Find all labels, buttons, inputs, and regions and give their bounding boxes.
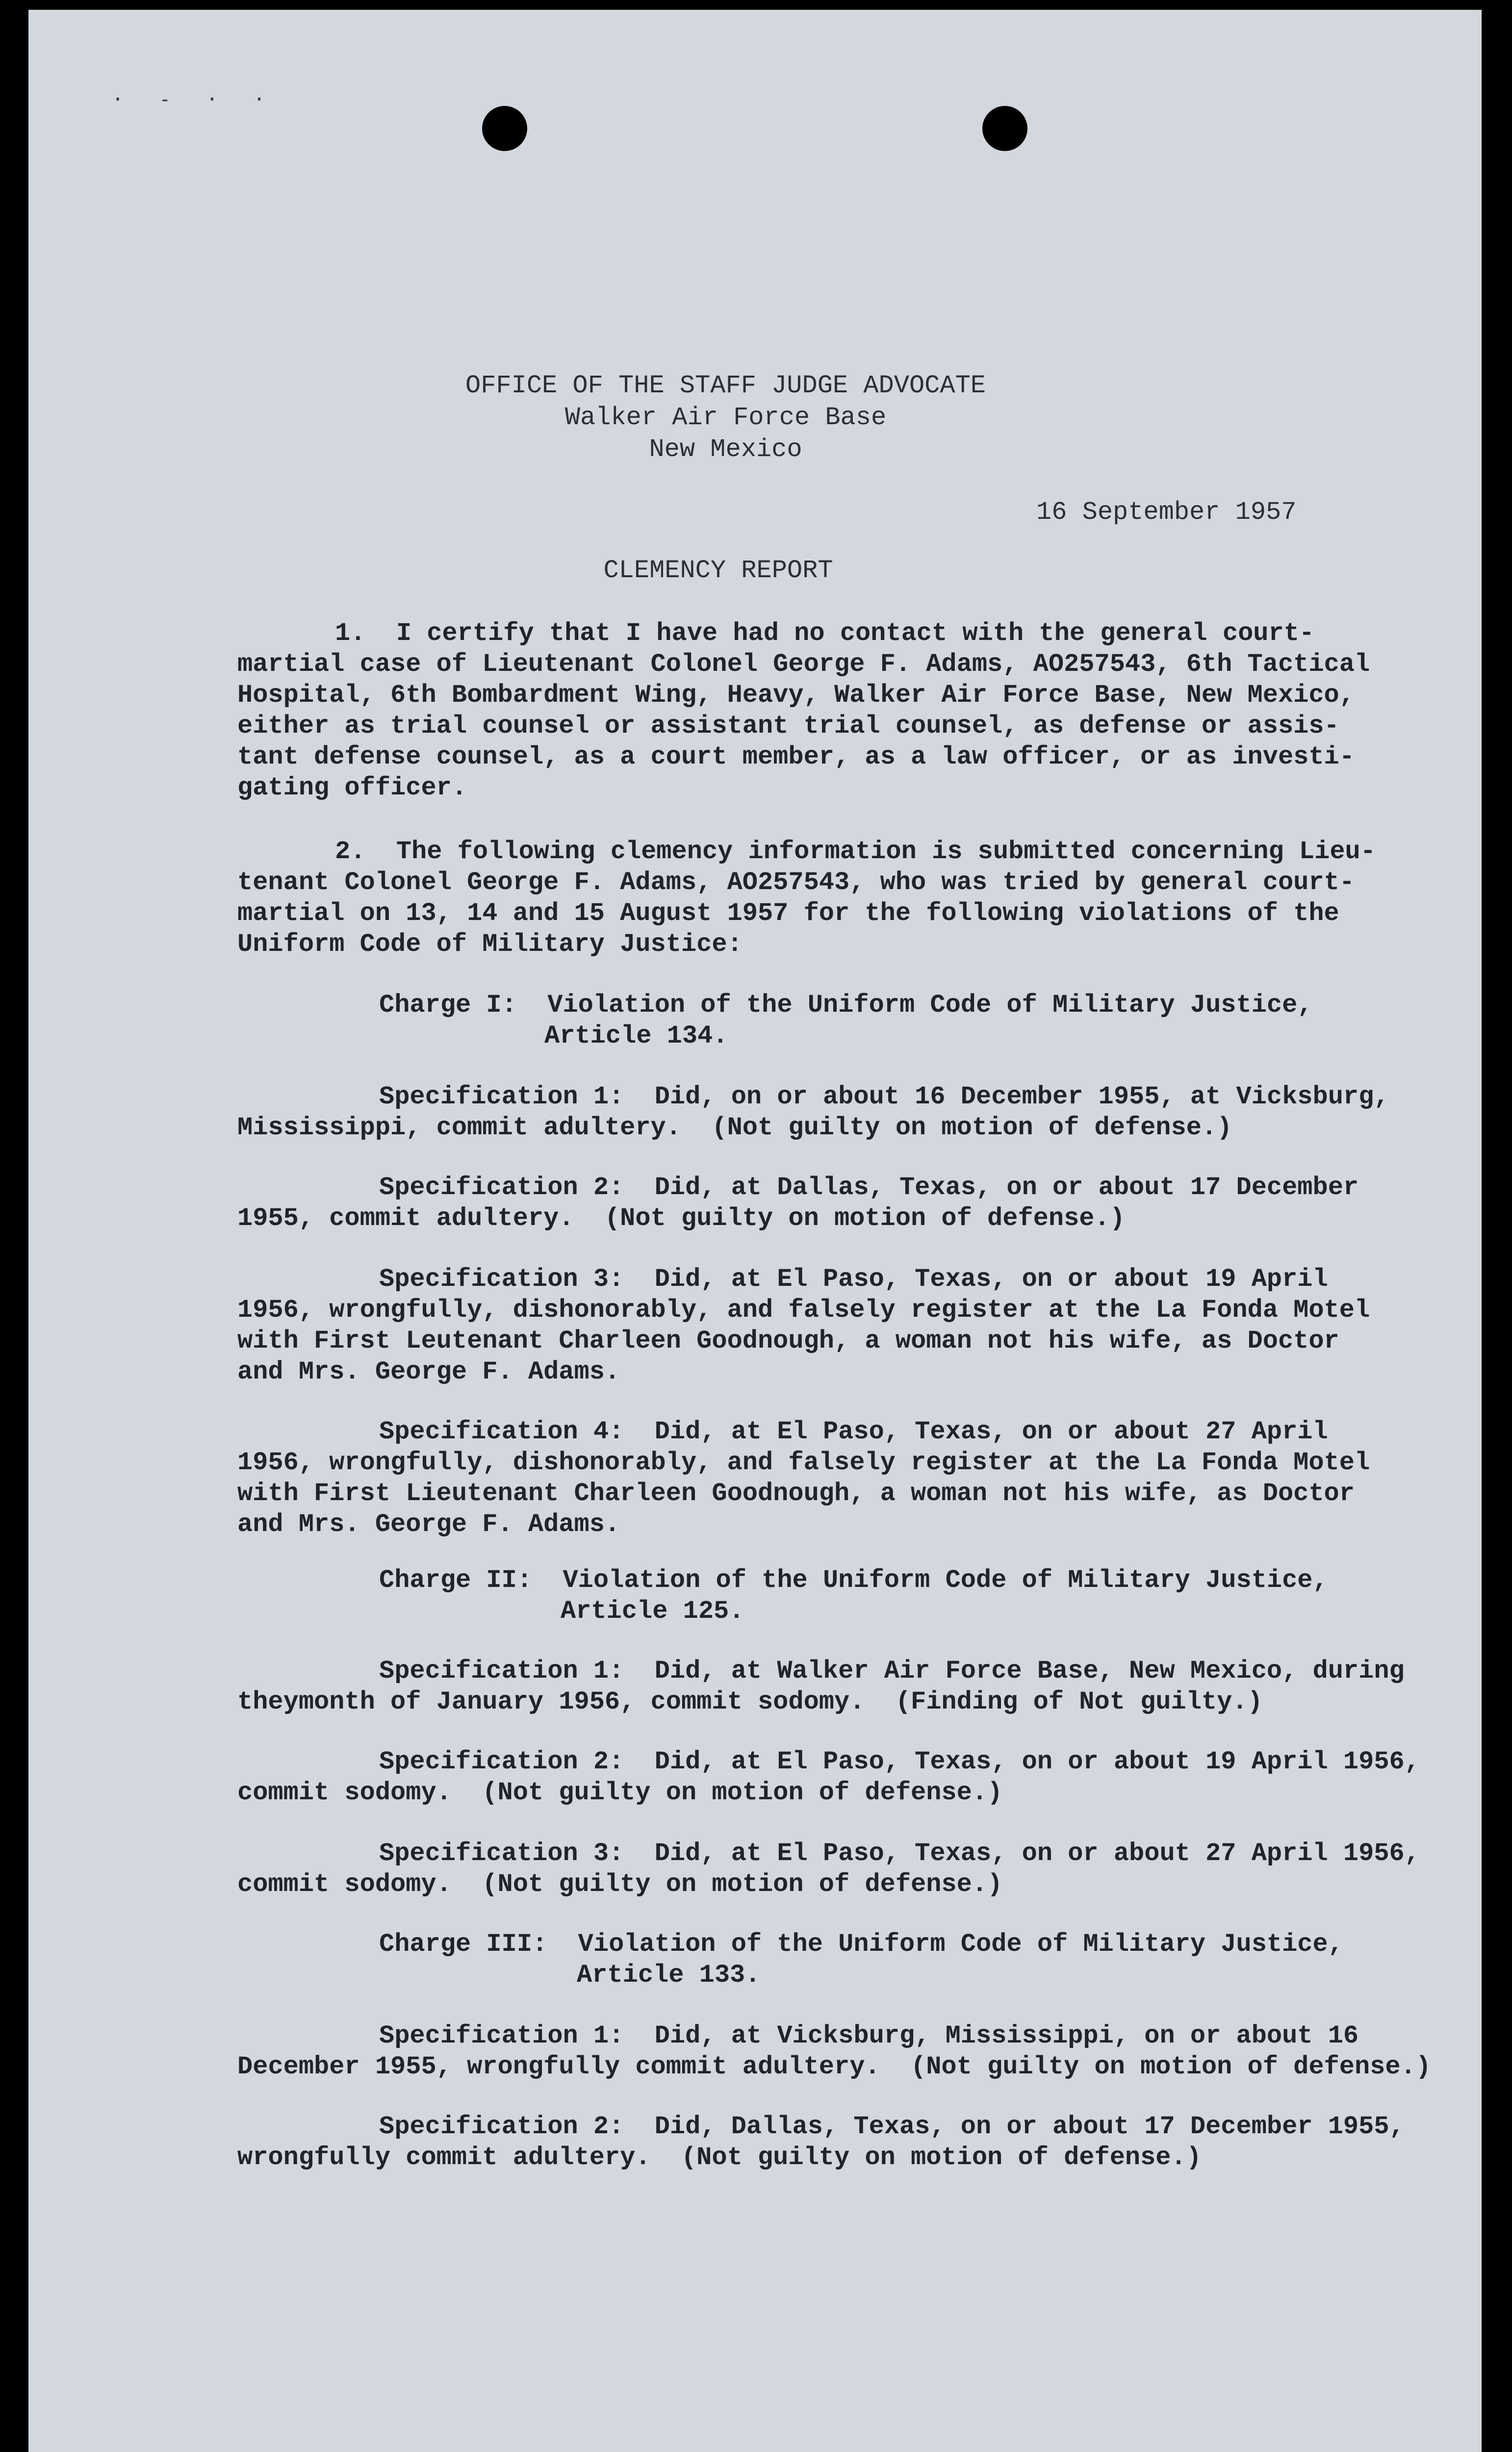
charge-2-spec-1-line: theymonth of January 1956, commit sodomy. (Finding of Not guilty.): [237, 1687, 1263, 1716]
charge-3-spec-2-line: Specification 2: Did, Dallas, Texas, on or about 17 December 1955,: [379, 2112, 1405, 2141]
paragraph1-line: gating officer.: [237, 773, 467, 802]
charge-1-spec-4-line: with First Lieutenant Charleen Goodnough, a woman not his wife, as Doctor: [237, 1479, 1355, 1508]
charge-1-spec-2-line: Specification 2: Did, at Dallas, Texas, on or about 17 December: [379, 1173, 1359, 1202]
charge-1-spec-4-line: 1956, wrongfully, dishonorably, and falsely register at the La Fonda Motel: [237, 1448, 1370, 1477]
typed-report: [28, 10, 1482, 2452]
paragraph2-line: Uniform Code of Military Justice:: [237, 930, 743, 959]
charge-1-article: Article 134.: [544, 1022, 728, 1050]
report-title: CLEMENCY REPORT: [603, 556, 833, 585]
charge-2-spec-3-line: commit sodomy. (Not guilty on motion of defense.): [237, 1870, 1003, 1899]
charge-1-spec-1-line: Specification 1: Did, on or about 16 December 1955, at Vicksburg,: [379, 1082, 1389, 1111]
charge-2-spec-2-line: Specification 2: Did, at El Paso, Texas, on or about 19 April 1956,: [379, 1747, 1420, 1776]
charge-1-spec-4-line: and Mrs. George F. Adams.: [237, 1510, 620, 1539]
charge-1-spec-3-line: 1956, wrongfully, dishonorably, and falsely register at the La Fonda Motel: [237, 1296, 1370, 1325]
paragraph1-line: martial case of Lieutenant Colonel George F. Adams, AO257543, 6th Tactical: [237, 650, 1370, 679]
charge-2-line: Charge II: Violation of the Uniform Code of Military Justice,: [379, 1566, 1328, 1595]
paragraph1-line: either as trial counsel or assistant trial counsel, as defense or assis-: [237, 712, 1339, 741]
document-page: [28, 10, 1482, 2452]
header-office: OFFICE OF THE STAFF JUDGE ADVOCATE: [465, 371, 986, 400]
charge-3-spec-1-line: December 1955, wrongfully commit adultery. (Not guilty on motion of defense.): [237, 2052, 1431, 2081]
header-base: Walker Air Force Base: [564, 403, 887, 432]
paragraph2-line: tenant Colonel George F. Adams, AO257543, who was tried by general court-: [237, 868, 1355, 897]
charge-3-line: Charge III: Violation of the Uniform Code of Military Justice,: [379, 1930, 1343, 1959]
charge-2-spec-3-line: Specification 3: Did, at El Paso, Texas, on or about 27 April 1956,: [379, 1839, 1420, 1868]
paragraph1-line: 1. I certify that I have had no contact with the general court-: [335, 619, 1315, 648]
header-state: New Mexico: [649, 435, 802, 464]
report-date: 16 September 1957: [1036, 498, 1297, 527]
charge-1-spec-3-line: and Mrs. George F. Adams.: [237, 1357, 620, 1386]
charge-1-spec-4-line: Specification 4: Did, at El Paso, Texas, on or about 27 April: [379, 1417, 1328, 1446]
paragraph1-line: Hospital, 6th Bombardment Wing, Heavy, Walker Air Force Base, New Mexico,: [237, 681, 1355, 710]
charge-3-spec-2-line: wrongfully commit adultery. (Not guilty on motion of defense.): [237, 2143, 1202, 2172]
charge-2-article: Article 125.: [561, 1597, 744, 1626]
paragraph2-line: 2. The following clemency information is submitted concerning Lieu-: [335, 837, 1376, 866]
charge-3-article: Article 133.: [577, 1961, 761, 1990]
charge-1-spec-3-line: with First Leutenant Charleen Goodnough, a woman not his wife, as Doctor: [237, 1327, 1339, 1355]
charge-1-line: Charge I: Violation of the Uniform Code of Military Justice,: [379, 991, 1313, 1020]
paragraph1-line: tant defense counsel, as a court member, as a law officer, or as investi-: [237, 742, 1355, 771]
paragraph2-line: martial on 13, 14 and 15 August 1957 for the following violations of the: [237, 899, 1339, 928]
paper-specks: · - · ·: [112, 88, 277, 111]
charge-1-spec-3-line: Specification 3: Did, at El Paso, Texas, on or about 19 April: [379, 1265, 1328, 1294]
charge-2-spec-2-line: commit sodomy. (Not guilty on motion of defense.): [237, 1778, 1003, 1807]
charge-3-spec-1-line: Specification 1: Did, at Vicksburg, Mississippi, on or about 16: [379, 2021, 1359, 2050]
charge-2-spec-1-line: Specification 1: Did, at Walker Air Force Base, New Mexico, during: [379, 1657, 1405, 1686]
charge-1-spec-1-line: Mississippi, commit adultery. (Not guilty on motion of defense.): [237, 1113, 1232, 1142]
charge-1-spec-2-line: 1955, commit adultery. (Not guilty on motion of defense.): [237, 1204, 1125, 1233]
